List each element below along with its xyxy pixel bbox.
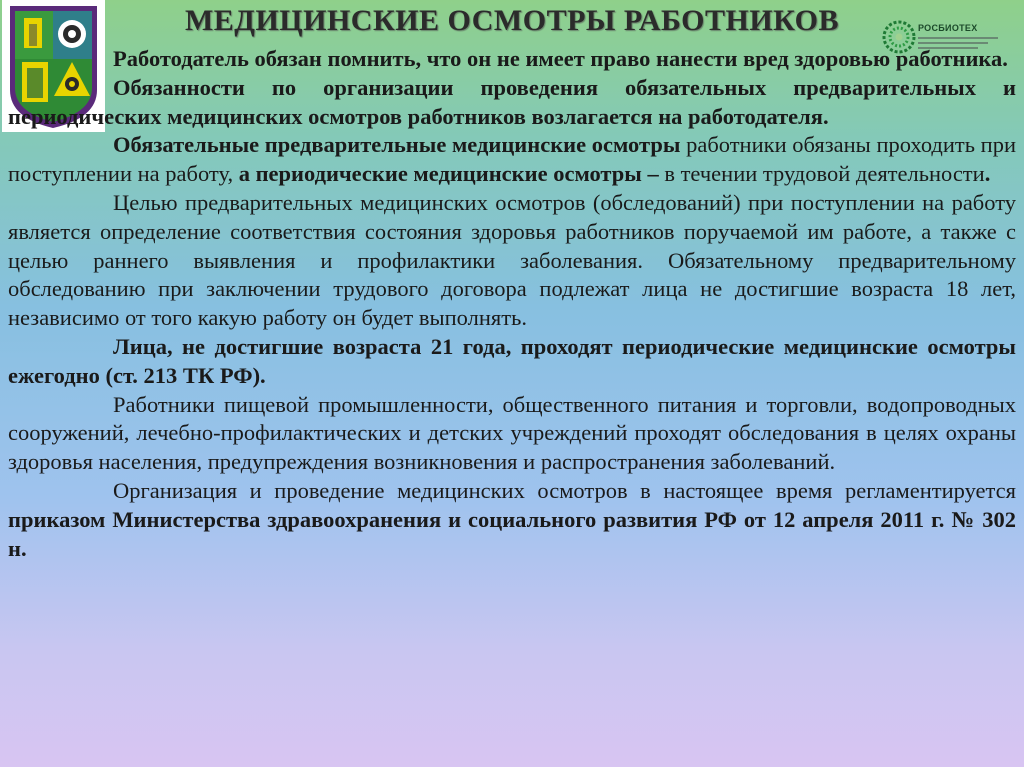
- p3-text1: работники обязаны проходить при поступлении на работу,: [8, 132, 1016, 187]
- p7-bold: приказом Министерства здравоохранения и социального развития РФ от 12 апреля 2011 г. № 302 н.: [8, 506, 1016, 561]
- logo-text: РОСБИОТЕХ: [918, 23, 978, 33]
- body-text: [8, 45, 1016, 563]
- paragraph-6: [8, 391, 1016, 477]
- paragraph-3: [8, 131, 1016, 189]
- p3-text2: в течении трудовой деятельности: [658, 161, 985, 187]
- p7-text: Организация и проведение медицинских осмотров в настоящее время регламентируется: [113, 477, 1016, 503]
- p5-text: Лица, не достигшие возраста 21 года, проходят периодические медицинские осмотры ежегодно (ст. 213 ТК РФ).: [8, 333, 1016, 388]
- p3-bold3: .: [984, 161, 991, 187]
- paragraph-2: [8, 74, 1016, 132]
- p6-text: Работники пищевой промышленности, общественного питания и торговли, водопроводных сооружений, лечебно-профилактических и детских учреждений проходят обследования в целях охраны здоровья населения, предупреждения возникновения и распространения заболеваний.: [8, 391, 1016, 475]
- logo-subline: [918, 42, 988, 44]
- p1-text: Работодатель обязан помнить, что он не имеет право нанести вред здоровью работника.: [113, 46, 1008, 71]
- paragraph-4: [8, 189, 1016, 333]
- p3-bold: Обязательные предварительные медицинские осмотры: [113, 132, 681, 158]
- paragraph-1: [8, 45, 1016, 74]
- p4-text: Целью предварительных медицинских осмотров (обследований) при поступлении на работу является определение соответствия состояния здоровья работников поручаемой им работе, а также с целью раннего выявления и профилактики заболевания. Обязательному предварительному обследованию при заключении трудового договора подлежат лица не достигшие возраста 18 лет, независимо от того какую работу он будет выполнять.: [8, 189, 1016, 331]
- p3-bold2: а периодические медицинские осмотры –: [238, 161, 659, 187]
- paragraph-7: [8, 477, 1016, 563]
- paragraph-5: [8, 333, 1016, 391]
- page-title: МЕДИЦИНСКИЕ ОСМОТРЫ РАБОТНИКОВ: [184, 4, 840, 37]
- p2-text: Обязанности по организации проведения обязательных предварительных и периодических медицинских осмотров работников возлагается на работодателя.: [8, 74, 1016, 129]
